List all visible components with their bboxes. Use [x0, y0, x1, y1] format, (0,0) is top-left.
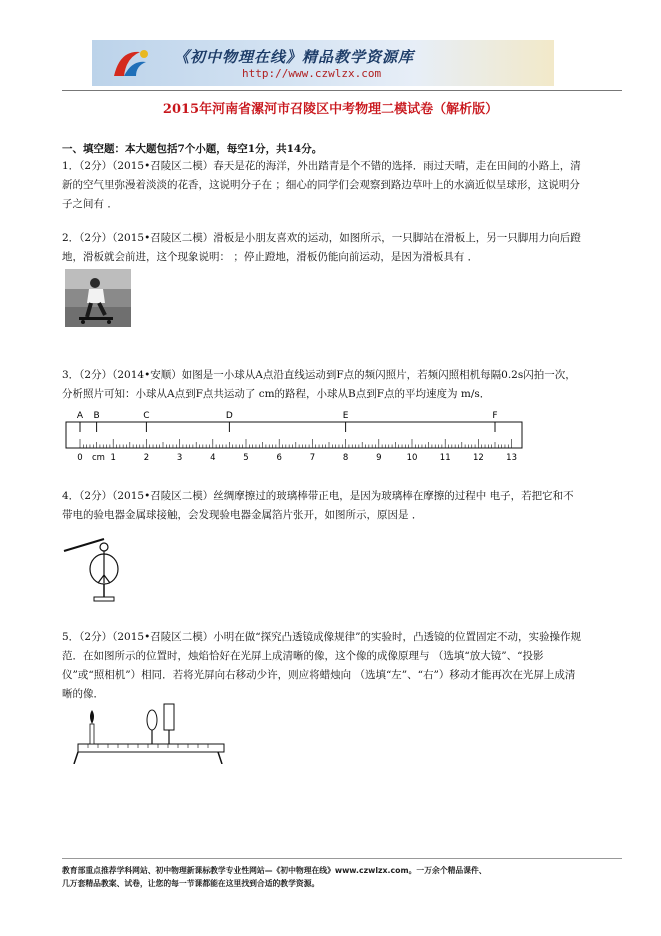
optical-bench-figure [68, 698, 226, 764]
ruler-point-label: B [93, 411, 100, 421]
banner-title: 《初中物理在线》精品教学资源库 [174, 48, 415, 66]
ruler-point-label: D [225, 411, 233, 421]
ruler-tick-label: 9 [376, 453, 382, 463]
ruler-point-label: A [76, 411, 84, 421]
footer-rule [62, 858, 622, 859]
ruler-tick-label: 6 [276, 453, 282, 463]
ruler-tick-label: 0 [77, 453, 83, 463]
ruler-tick-label: 5 [243, 453, 249, 463]
question-1: 1．（2分）（2015•召陵区二模）春天是花的海洋，外出踏青是个不错的选择．雨过天晴，走在田间的小路上，清新的空气里弥漫着淡淡的花香，这说明分子在 ；细心的同学们会观察到路边草叶上的水滴近似呈球形，这说明分子之间有 ． [62, 160, 581, 210]
ruler-point-label: C [143, 411, 150, 421]
question-4: 4．（2分）（2015•召陵区二模）丝绸摩擦过的玻璃棒带正电，是因为玻璃棒在摩擦的过程中 电子，若把它和不带电的验电器金属球接触，会发现验电器金属箔片张开，如图所示，原因是 ． [62, 490, 574, 521]
ruler-figure [60, 408, 530, 464]
page-title: 2015年河南省漯河市召陵区中考物理二模试卷（解析版） [162, 102, 499, 117]
ruler-tick-label: 7 [309, 453, 316, 463]
header-banner [92, 40, 554, 86]
ruler-tick-label: 1 [110, 453, 116, 463]
section-heading: 一、填空题：本大题包括7个小题，每空1分，共14分。 [62, 143, 323, 155]
question-5: 5．（2分）（2015•召陵区二模）小明在做“探究凸透镜成像规律”的实验时，凸透镜的位置固定不动，实验操作规范．在如图所示的位置时，烛焰恰好在光屏上成清晰的像，这个像的成像原理与 （选填“放大镜”、“投影仪”或“照相机”）相同．若将光屏向右移动少许，则应将蜡烛向 （选填“左”、“右”）移动才能再次在光屏上成清晰的像． [62, 631, 582, 700]
footer-line-2: 几万套精品教案、试卷，让您的每一节课都能在这里找到合适的教学资源。 [62, 879, 320, 888]
question-2: 2．（2分）（2015•召陵区二模）滑板是小朋友喜欢的运动，如图所示，一只脚站在滑板上，另一只脚用力向后蹬地，滑板就会前进，这个现象说明： ；停止蹬地，滑板仍能向前运动，是因为滑板具有 ． [62, 232, 581, 263]
ruler-tick-label: 3 [176, 453, 183, 463]
footer-line-1: 教育部重点推荐学科网站、初中物理新课标教学专业性网站—《初中物理在线》www.czwlzx.com。一万余个精品课件、 [62, 866, 487, 875]
ruler-unit: cm [92, 453, 105, 463]
ruler-tick-label: 2 [143, 453, 150, 463]
ruler-tick-label: 10 [406, 453, 418, 463]
ruler-tick-label: 8 [342, 453, 349, 463]
skateboard-photo [65, 269, 131, 327]
question-3: 3．（2分）（2014•安顺）如图是一小球从A点沿直线运动到F点的频闪照片，若频闪照相机每隔0.2s闪拍一次，分析照片可知：小球从A点到F点共运动了 cm的路程，小球从B点到F点的平均速度为 m/s． [62, 369, 576, 400]
site-logo-icon [110, 46, 150, 80]
ruler-point-label: F [492, 411, 498, 421]
ruler-tick-label: 11 [439, 453, 451, 463]
banner-url: http://www.czwlzx.com [242, 67, 382, 80]
ruler-tick-label: 4 [210, 453, 216, 463]
ruler-point-label: E [342, 411, 349, 421]
electroscope-figure [62, 533, 142, 605]
ruler-tick-label: 12 [472, 453, 484, 463]
ruler-tick-label: 13 [506, 453, 518, 463]
header-rule [62, 90, 622, 91]
